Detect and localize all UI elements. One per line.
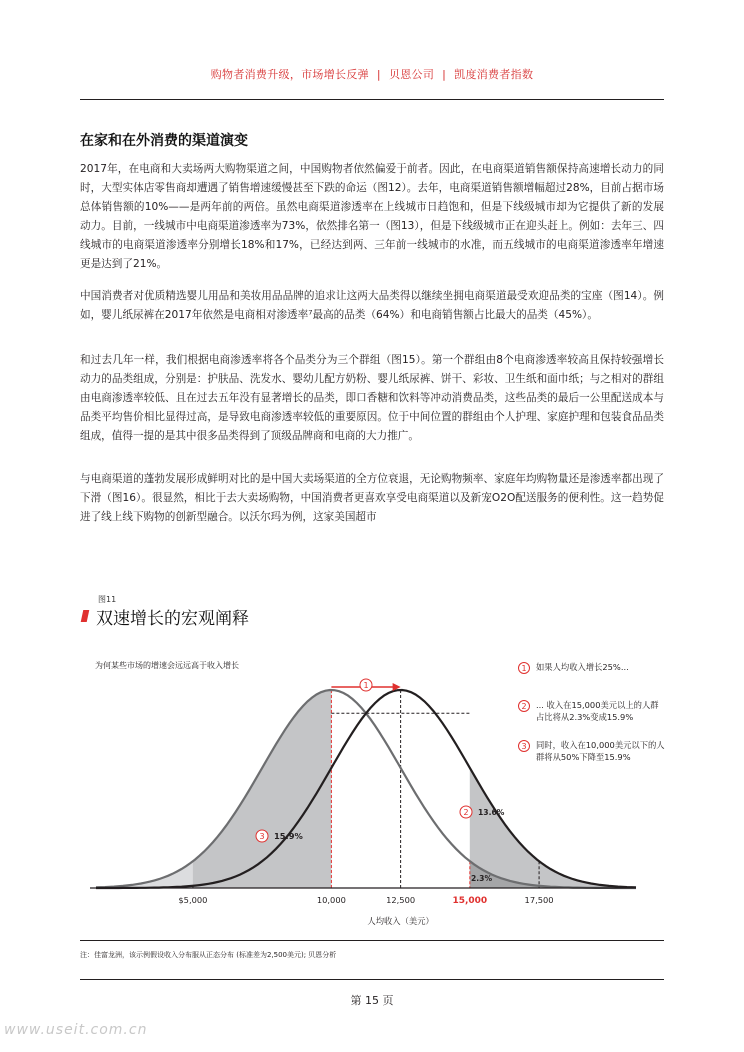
shaded-region-2	[193, 690, 332, 888]
x-tick-label-1: $5,000	[178, 895, 208, 905]
section-title: 在家和在外消费的渠道演变	[80, 133, 248, 149]
page-number: 第 15 页	[350, 994, 394, 1007]
x-axis-label: 人均收入（美元）	[367, 916, 434, 926]
figure-title: 双速增长的宏观阐释	[96, 609, 249, 629]
legend-marker-1: 1	[518, 662, 530, 674]
x-tick-label-4: 15,000	[452, 896, 488, 906]
legend-text-3: 同时，收入在10,000美元以下的人群将从50%下降至15.9%	[536, 740, 665, 762]
legend-marker-3: 3	[518, 740, 530, 752]
paragraph-2: 中国消费者对优质精选婴儿用品和美妆用品品牌的追求让这两大品类得以继续坐拥电商渠道最受欢迎品类的宝座（图14）。例如，婴儿纸尿裤在2017年依然是电商相对渗透率⁷最高的品类（64%）和电商销售额占比最大的品类（45%）。	[80, 290, 664, 321]
header-kantar: 凯度消费者指数	[454, 68, 534, 81]
legend-text-2: ... 收入在15,000美元以上的人群占比将从2.3%变成15.9%	[536, 700, 659, 722]
annotation-13-6-label: 13.6%	[478, 808, 505, 817]
legend-marker-2: 2	[518, 700, 530, 712]
x-tick-label-5: 17,500	[524, 895, 554, 905]
note-rule	[80, 940, 664, 941]
figure-number: 图11	[98, 595, 117, 604]
header-separator: |	[442, 68, 447, 81]
annotation-3-marker-number: 3	[259, 832, 265, 841]
watermark: www.useit.com.cn	[4, 1022, 148, 1038]
annotation-2-marker-number: 2	[463, 808, 469, 817]
x-tick-label-3: 12,500	[386, 895, 416, 905]
footnote: 注：佳富龙洲，该示例假设收入分布服从正态分布 (标准差为2,500美元); 贝恩分析	[80, 951, 337, 959]
annotation-1-marker-number: 1	[363, 681, 369, 690]
annotation-15-9-label: 15.9%	[274, 831, 303, 841]
annotation-2-3-label: 2.3%	[471, 874, 493, 883]
footer-rule	[80, 979, 664, 980]
header-bain: 贝恩公司	[388, 68, 435, 81]
header-separator: |	[376, 68, 381, 81]
header-report-title: 购物者消费升级，市场增长反弹	[210, 68, 369, 81]
x-tick-label-2: 10,000	[316, 895, 346, 905]
legend-text-1: 如果人均收入增长25%...	[536, 662, 629, 672]
paragraph-4: 与电商渠道的蓬勃发展形成鲜明对比的是中国大卖场渠道的全方位衰退，无论购物频率、家庭年均购物量还是渗透率都出现了下滑（图16）。很显然，相比于去大卖场购物，中国消费者更喜欢享受电商渠道以及新宠O2O配送服务的便利性。这一趋势促进了线上线下购物的创新型融合。以沃尔玛为例，这家美国超市	[80, 473, 664, 523]
paragraph-3: 和过去几年一样，我们根据电商渗透率将各个品类分为三个群组（图15）。第一个群组由8个电商渗透率较高且保持较强增长动力的品类组成，分别是：护肤品、洗发水、婴幼儿配方奶粉、婴儿纸尿裤、饼干、彩妆、卫生纸和面巾纸；与之相对的群组由电商渗透率较低、且在过去五年没有显著增长的品类，即口香糖和饮料等冲动消费品类，这些品类的最后一公里配送成本与品类平均售价相比显得过高，是导致电商渗透率较低的重要原因。位于中间位置的群组由个人护理、家庭护理和包装食品品类组成，值得一提的是其中很多品类得到了顶级品牌商和电商的大力推广。	[80, 354, 664, 442]
paragraph-1: 2017年，在电商和大卖场两大购物渠道之间，中国购物者依然偏爱于前者。因此，在电商渠道销售额保持高速增长动力的同时，大型实体店零售商却遭遇了销售增速缓慢甚至下跌的命运（图12）。去年，电商渠道销售额增幅超过28%，目前占据市场总体销售额的10%——是两年前的两倍。虽然电商渠道渗透率在上线城市日趋饱和，但是下线级城市却为它提供了新的发展动力。目前，一线城市中电商渠道渗透率为73%，依然排名第一（图13），但是下线级城市正在迎头赶上。例如：去年三、四线城市的电商渠道渗透率分别增长18%和17%，已经达到两、三年前一线城市的水准，而五线城市的电商渠道渗透率年增速更是达到了21%。	[80, 163, 664, 270]
chart-subtitle: 为何某些市场的增速会远远高于收入增长	[95, 661, 239, 670]
